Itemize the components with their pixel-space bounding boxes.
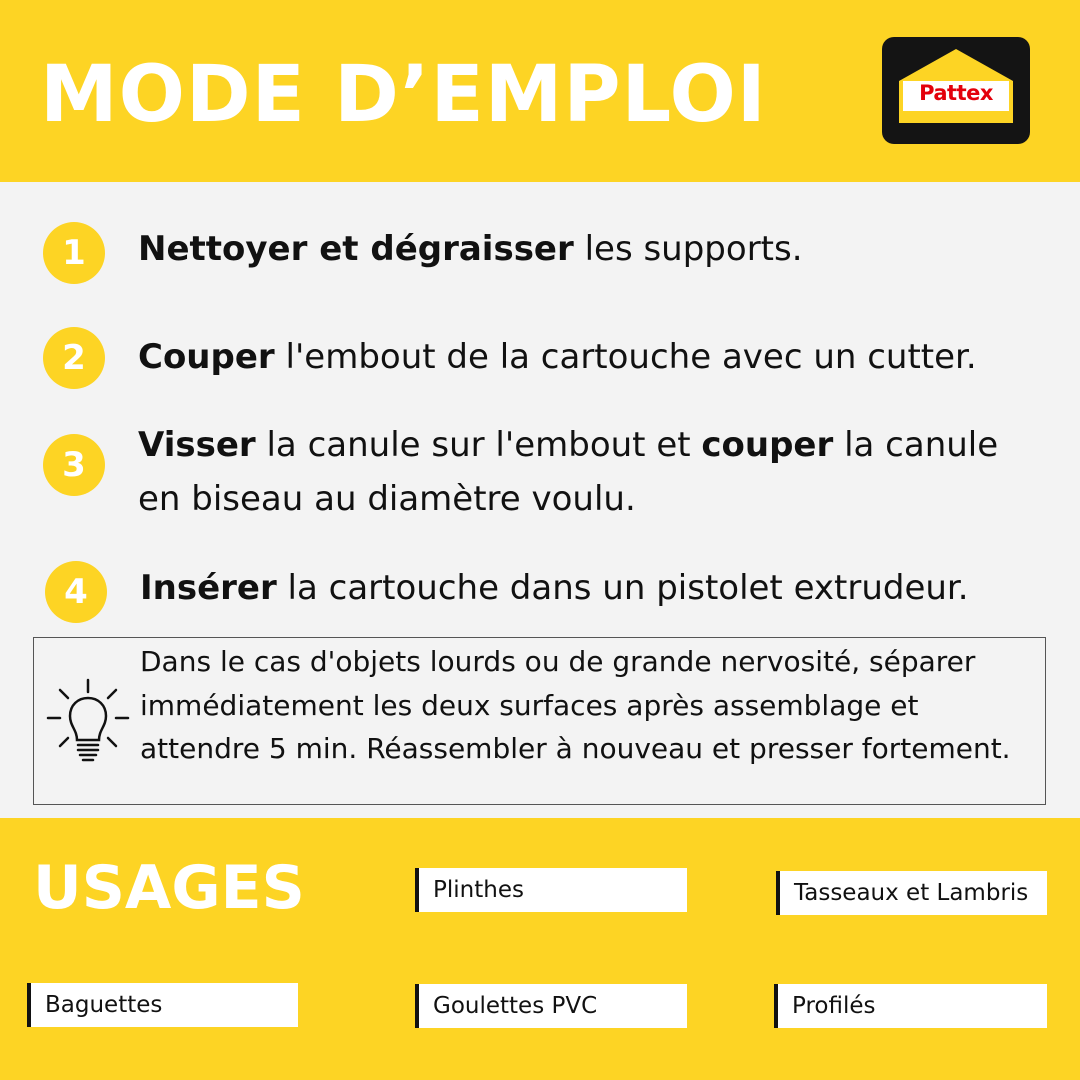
logo-text: Pattex [919,81,993,105]
tip-box [33,637,1046,805]
usage-tag: Baguettes [27,983,298,1027]
lightbulb-icon [46,678,130,768]
step-action: Nettoyer et dégraisser [138,229,574,269]
step-number-badge: 4 [45,561,107,623]
step-action: Visser [138,425,256,465]
step-number-badge: 1 [43,222,105,284]
header-band [0,0,1080,182]
tip-text: Dans le cas d'objets lourds ou de grande nervosité, séparer immédiatement les deux surfaces après assemblage et attendre 5 min. Réassembler à nouveau et presser fortement. [140,645,1011,765]
page-title: MODE D’EMPLOI [40,50,767,140]
step-action: Couper [138,337,275,377]
step-description: les supports. [573,229,803,269]
step-text [138,330,977,384]
usage-tag: Profilés [774,984,1047,1028]
pattex-logo [882,37,1030,144]
step-text [138,222,803,276]
step-text: Visser la canule sur l'embout et couper la canule [138,425,999,465]
usage-tag: Tasseaux et Lambris [776,871,1047,915]
step-action: Insérer [140,568,277,608]
step-text [140,561,969,615]
step-text-line-2: en biseau au diamètre voulu. [138,479,636,519]
usages-title: USAGES [33,853,305,923]
usage-tag: Goulettes PVC [415,984,687,1028]
step-description: l'embout de la cartouche avec un cutter. [274,337,977,377]
step-number-badge: 3 [43,434,105,496]
usages-band [0,818,1080,1080]
usage-tag: Plinthes [415,868,687,912]
step-number-badge: 2 [43,327,105,389]
step-description: la cartouche dans un pistolet extrudeur. [276,568,969,608]
step-action: couper [701,425,834,465]
